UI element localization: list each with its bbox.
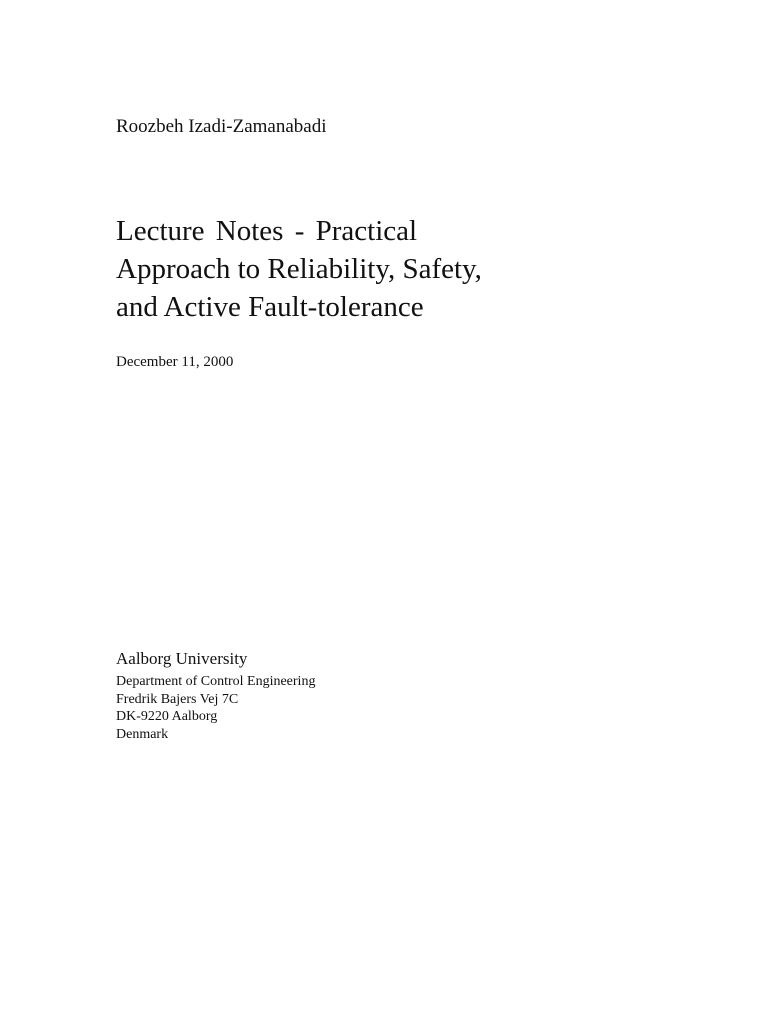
title-line-1: Lecture Notes - Practical <box>116 215 418 247</box>
address-street: Fredrik Bajers Vej 7C <box>116 691 239 707</box>
title-line-2: Approach to Reliability, Safety, <box>116 253 482 285</box>
title-line-3: and Active Fault-tolerance <box>116 291 424 323</box>
affiliation-block <box>116 648 315 743</box>
address-postal-city: DK-9220 Aalborg <box>116 709 218 724</box>
address-department: Department of Control Engineering <box>116 674 316 689</box>
author-name: Roozbeh Izadi-Zamanabadi <box>116 116 327 137</box>
address-country: Denmark <box>116 726 169 742</box>
document-title <box>116 212 482 326</box>
document-date: December 11, 2000 <box>116 354 234 370</box>
university-name: Aalborg University <box>116 649 248 668</box>
